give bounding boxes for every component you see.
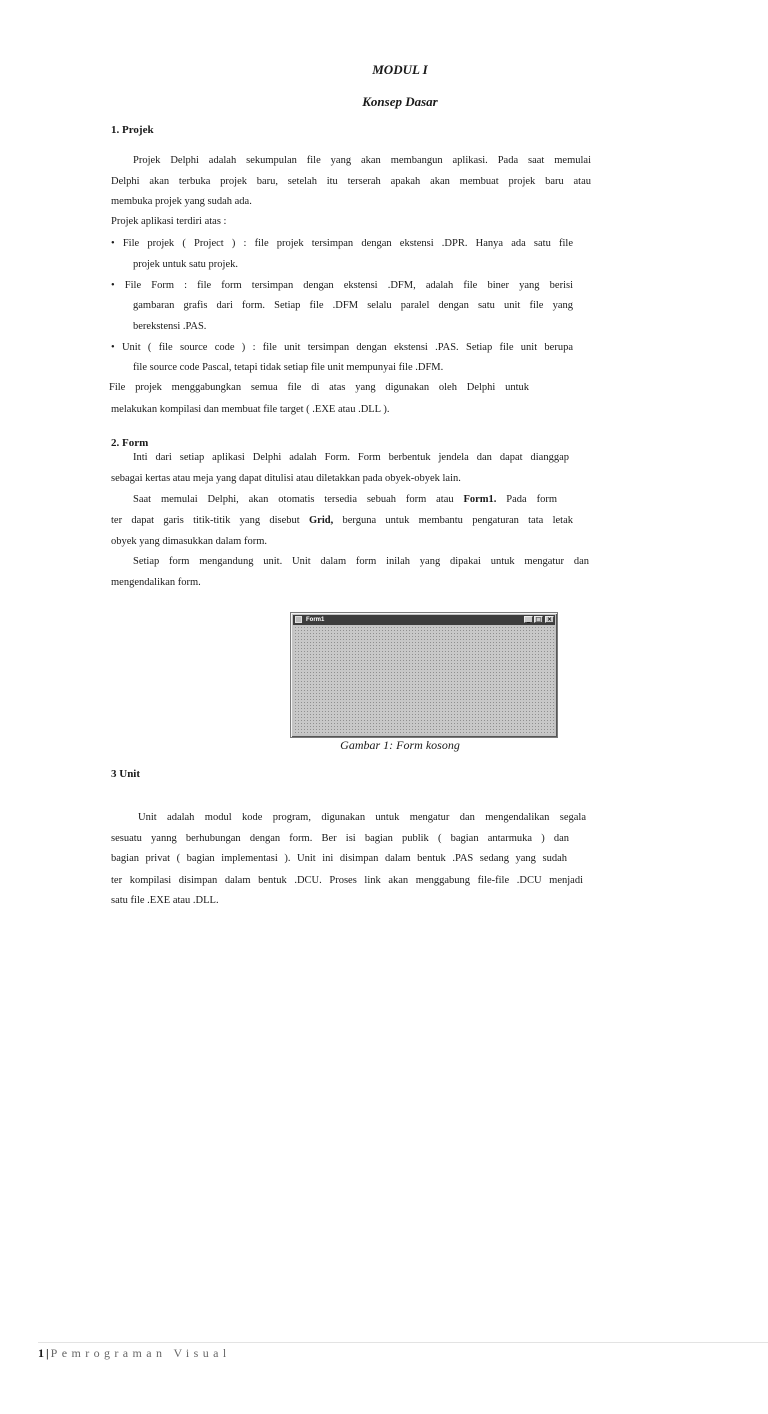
- paragraph-line: Delphi akan terbuka projek baru, setelah itu terserah apakah akan membuat projek baru atau: [111, 176, 591, 187]
- bold-term-grid: Grid,: [309, 515, 334, 526]
- module-subtitle: Konsep Dasar: [362, 94, 438, 109]
- paragraph-line: Projek Delphi adalah sekumpulan file yang akan membangun aplikasi. Pada saat memulai: [133, 155, 591, 166]
- text-run: Pada form: [496, 494, 557, 505]
- text-run: berguna untuk membantu pengaturan tata letak: [333, 515, 573, 526]
- form-caption: Form1: [306, 617, 325, 623]
- bullet-continuation: projek untuk satu projek.: [133, 259, 238, 270]
- figure-empty-form: [290, 612, 558, 738]
- section-heading-form: 2. Form: [111, 437, 149, 449]
- page-number: 1: [38, 1346, 44, 1360]
- footer-separator: |: [46, 1346, 49, 1360]
- paragraph-line: sesuatu yanng berhubungan dengan form. Ber isi bagian publik ( bagian antarmuka ) dan: [111, 833, 569, 844]
- bullet-line: • File projek ( Project ) : file projek tersimpan dengan ekstensi .DPR. Hanya ada satu file: [111, 238, 573, 249]
- section-heading-projek: 1. Projek: [111, 124, 154, 136]
- form-app-icon: [295, 616, 302, 623]
- paragraph-line: mengendalikan form.: [111, 577, 201, 588]
- paragraph-line: melakukan kompilasi dan membuat file target ( .EXE atau .DLL ).: [111, 404, 390, 415]
- text-run: ter dapat garis titik-titik yang disebut: [111, 515, 309, 526]
- minimize-icon: _: [524, 616, 533, 623]
- bullet-continuation: gambaran grafis dari form. Setiap file .DFM selalu paralel dengan satu unit file yang: [133, 300, 573, 311]
- paragraph-line: Projek aplikasi terdiri atas :: [111, 216, 227, 227]
- paragraph-line: Setiap form mengandung unit. Unit dalam form inilah yang dipakai untuk mengatur dan: [133, 556, 589, 567]
- paragraph-line: Inti dari setiap aplikasi Delphi adalah Form. Form berbentuk jendela dan dapat dianggap: [133, 452, 569, 463]
- paragraph-line: bagian privat ( bagian implementasi ). Unit ini disimpan dalam bentuk .PAS sedang yang sudah: [111, 853, 567, 864]
- paragraph-line: ter kompilasi disimpan dalam bentuk .DCU. Proses link akan menggabung file-file .DCU menjadi: [111, 875, 583, 886]
- text-run: Saat memulai Delphi, akan otomatis tersedia sebuah form atau: [133, 494, 464, 505]
- bullet-continuation: berekstensi .PAS.: [133, 321, 207, 332]
- paragraph-line: Unit adalah modul kode program, digunakan untuk mengatur dan mengendalikan segala: [138, 812, 586, 823]
- paragraph-line: File projek menggabungkan semua file di atas yang digunakan oleh Delphi untuk: [109, 382, 529, 393]
- module-title: MODUL I: [372, 62, 428, 77]
- close-icon: ×: [546, 616, 553, 623]
- page-footer: [38, 1346, 231, 1361]
- paragraph-line: [111, 493, 557, 507]
- form-grid-area: [294, 626, 554, 734]
- form-titlebar: [293, 615, 555, 625]
- bold-term-form1: Form1.: [463, 494, 497, 505]
- paragraph-line: satu file .EXE atau .DLL.: [111, 895, 219, 906]
- paragraph-line: obyek yang dimasukkan dalam form.: [111, 536, 268, 547]
- paragraph-line: [111, 514, 573, 528]
- paragraph-line: membuka projek yang sudah ada.: [111, 196, 252, 207]
- footer-course-title: Pemrograman Visual: [50, 1346, 231, 1360]
- section-heading-unit: 3 Unit: [111, 768, 141, 780]
- maximize-icon: □: [535, 616, 542, 623]
- footer-divider: [38, 1342, 768, 1343]
- bullet-line: • File Form : file form tersimpan dengan ekstensi .DFM, adalah file biner yang berisi: [111, 280, 573, 291]
- bullet-line: • Unit ( file source code ) : file unit tersimpan dengan ekstensi .PAS. Setiap file unit berupa: [111, 342, 573, 353]
- bullet-continuation: file source code Pascal, tetapi tidak setiap file unit mempunyai file .DFM.: [133, 362, 444, 373]
- figure-caption: Gambar 1: Form kosong: [340, 738, 460, 752]
- paragraph-line: sebagai kertas atau meja yang dapat ditulisi atau diletakkan pada obyek-obyek lain.: [111, 473, 461, 484]
